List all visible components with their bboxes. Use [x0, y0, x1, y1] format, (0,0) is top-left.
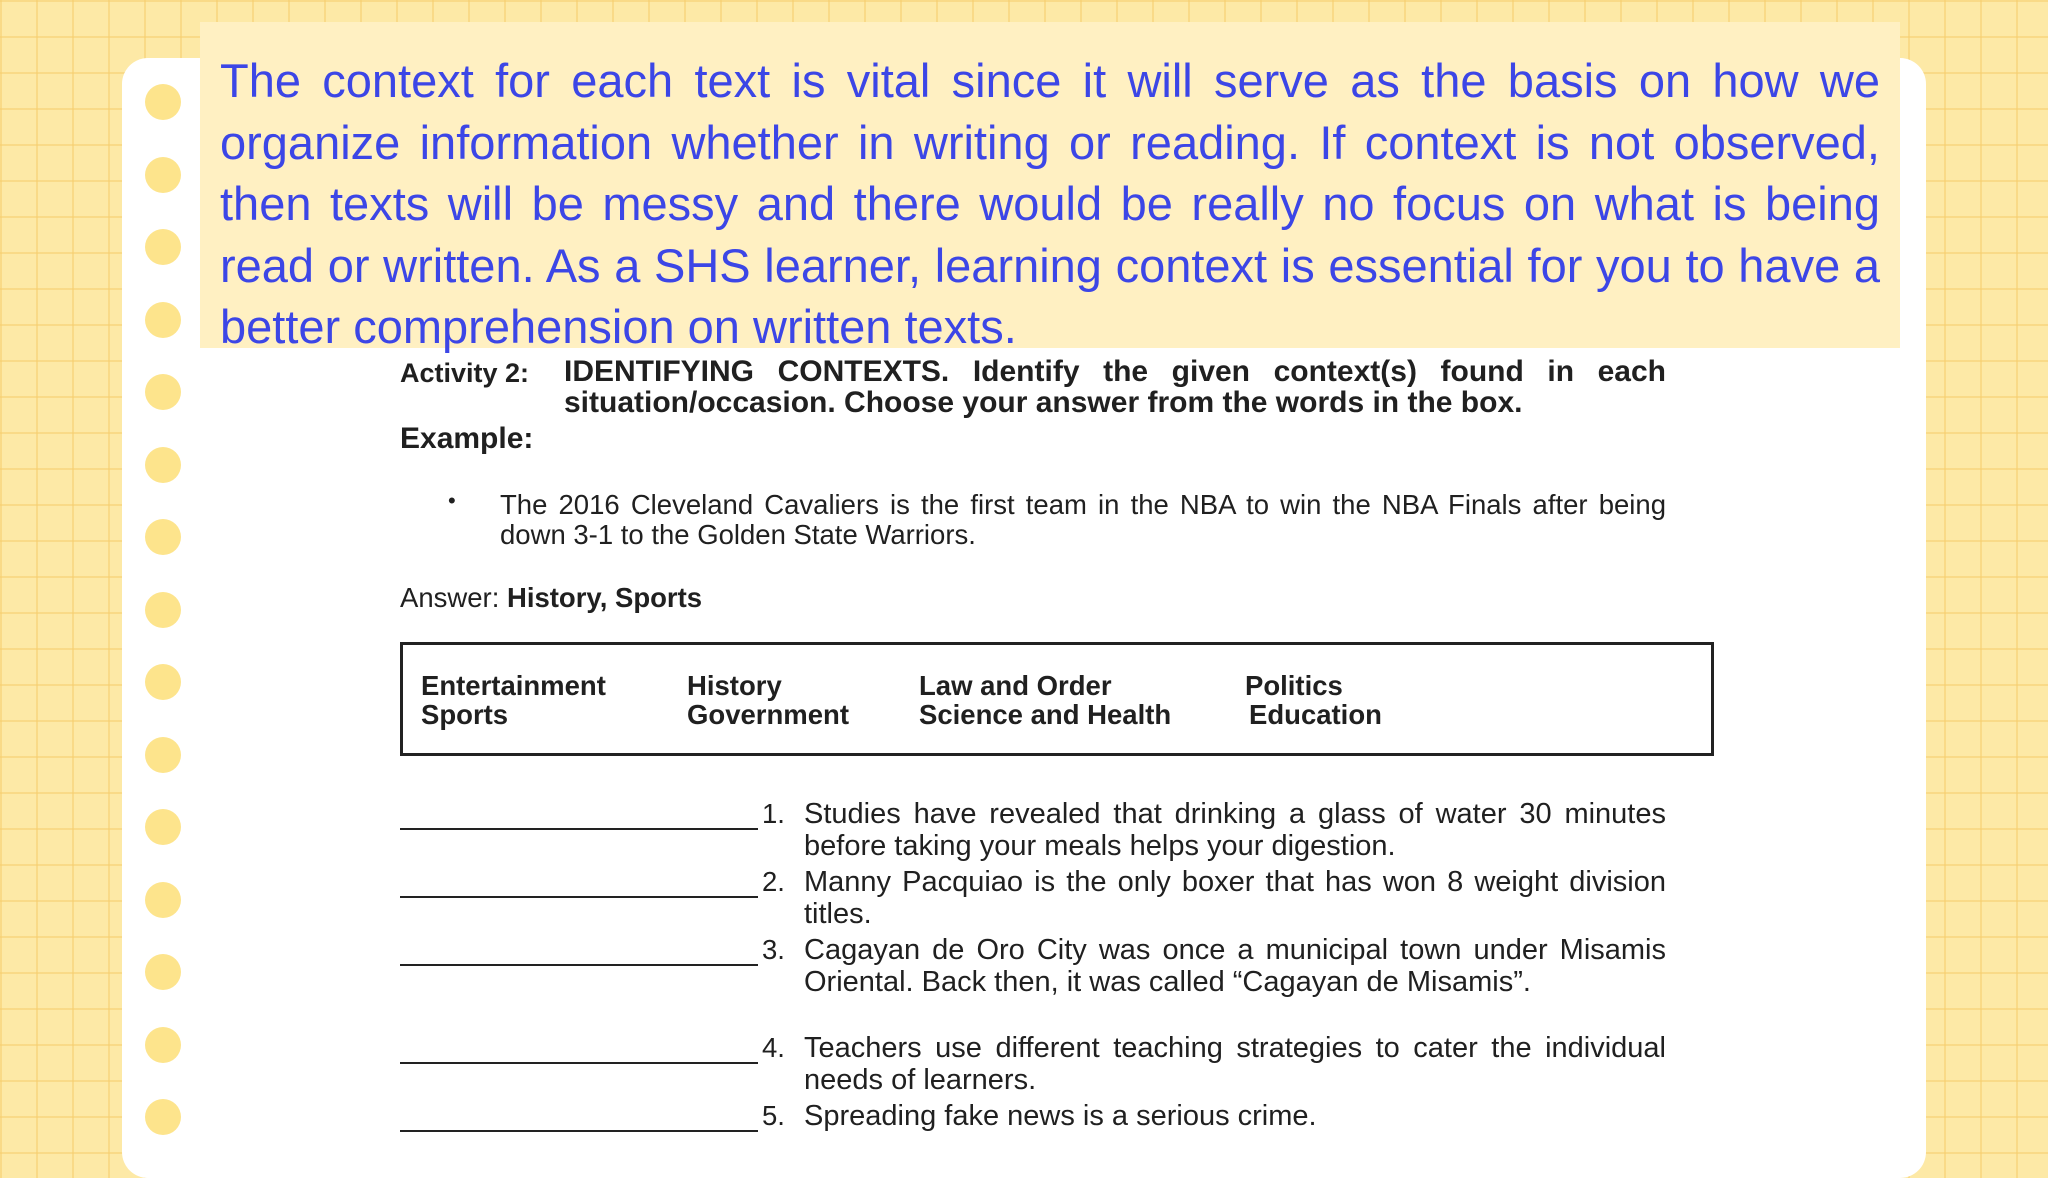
word-box-column: [919, 671, 1171, 729]
word-entertainment: Entertainment: [421, 670, 606, 701]
answer-value: History, Sports: [506, 582, 703, 613]
word-history: History: [687, 670, 782, 701]
word-box: [400, 642, 1714, 756]
binder-hole: [145, 954, 181, 990]
example-text: The 2016 Cleveland Cavaliers is the first team in the NBA to win the NBA Finals after being down 3-1 to the Golden State Warriors.: [500, 489, 1666, 550]
question-text: Spreading fake news is a serious crime.: [804, 1100, 1317, 1132]
worksheet: [400, 352, 1720, 1152]
question-text: Manny Pacquiao is the only boxer that has won 8 weight division titles.: [804, 866, 1666, 930]
binder-hole: [145, 1099, 181, 1135]
word-science-and-health: Science and Health: [919, 699, 1172, 730]
binder-hole: [145, 664, 181, 700]
binder-hole: [145, 447, 181, 483]
binder-hole: [145, 84, 181, 120]
binder-hole: [145, 1027, 181, 1063]
example-label: Example:: [400, 422, 534, 455]
answer-blank[interactable]: [400, 964, 758, 966]
binder-hole: [145, 229, 181, 265]
intro-text: The context for each text is vital since it will serve as the basis on how we organize information whether in writing or reading. If context is not observed, then texts will be messy and there would be really no focus on what is being read or written. As a SHS learner, learning context is essential for you to have a better comprehension on written texts.: [220, 54, 1880, 353]
binder-hole: [145, 519, 181, 555]
binder-hole: [145, 882, 181, 918]
binder-hole: [145, 592, 181, 628]
word-law-and-order: Law and Order: [919, 670, 1112, 701]
answer-blank[interactable]: [400, 1062, 758, 1064]
word-box-column: [687, 671, 849, 729]
binder-hole: [145, 302, 181, 338]
word-politics: Politics: [1245, 670, 1343, 701]
binder-hole: [145, 809, 181, 845]
question-number: 2.: [762, 866, 785, 897]
answer-blank[interactable]: [400, 896, 758, 898]
word-government: Government: [687, 699, 849, 730]
question-text: Studies have revealed that drinking a glass of water 30 minutes before taking your meals helps your digestion.: [804, 798, 1666, 862]
activity-label: Activity 2:: [400, 358, 530, 388]
question-text: Cagayan de Oro City was once a municipal town under Misamis Oriental. Back then, it was called “Cagayan de Misamis”.: [804, 934, 1666, 998]
question-number: 1.: [762, 798, 785, 829]
question-number: 4.: [762, 1032, 785, 1063]
word-box-column: [1245, 671, 1382, 729]
binder-hole: [145, 374, 181, 410]
binder-hole: [145, 157, 181, 193]
question-number: 3.: [762, 934, 785, 965]
activity-instruction: IDENTIFYING CONTEXTS. Identify the given context(s) found in each situation/occasion. Choose your answer from the words in the box.: [564, 355, 1666, 419]
bullet: •: [448, 488, 456, 513]
question-text: Teachers use different teaching strategies to cater the individual needs of learners.: [804, 1032, 1666, 1096]
word-education: Education: [1249, 699, 1382, 730]
binder-holes: [145, 84, 181, 1144]
word-sports: Sports: [421, 699, 509, 730]
answer-blank[interactable]: [400, 1130, 758, 1132]
example-answer: [400, 582, 702, 614]
answer-label: Answer:: [400, 582, 500, 613]
word-box-column: [421, 671, 606, 729]
intro-callout: [200, 22, 1900, 353]
binder-hole: [145, 737, 181, 773]
answer-blank[interactable]: [400, 828, 758, 830]
question-number: 5.: [762, 1100, 785, 1131]
